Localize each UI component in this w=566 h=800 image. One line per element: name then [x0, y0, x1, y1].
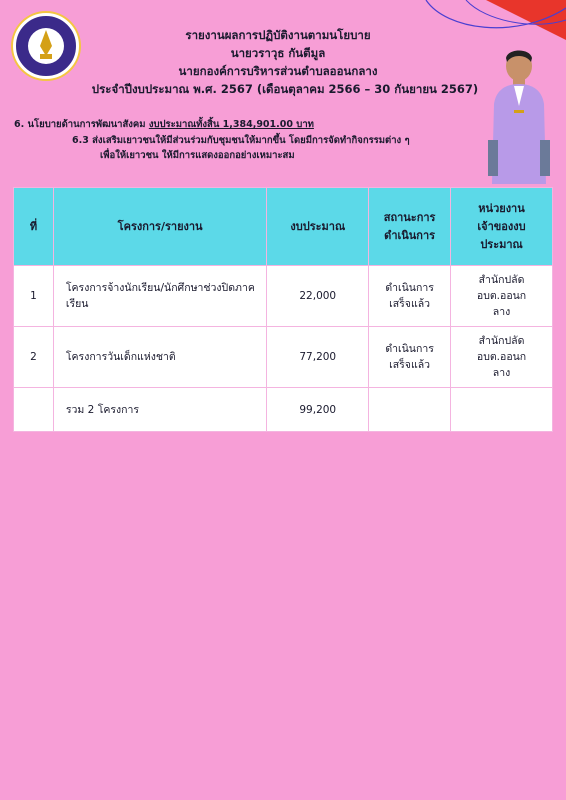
header-budget: งบประมาณ: [267, 188, 369, 266]
row-project: โครงการจ้างนักเรียน/นักศึกษาช่วงปิดภาคเรียน: [53, 266, 266, 327]
table-row: [14, 327, 553, 388]
total-no: [14, 388, 54, 432]
header-project: โครงการ/รายงาน: [53, 188, 266, 266]
policy-line: [14, 117, 314, 132]
table-header-row: [14, 188, 553, 266]
total-unit: [451, 388, 553, 432]
subpolicy-line1: 6.3 ส่งเสริมเยาวชนให้มีส่วนร่วมกับชุมชนให้มากขึ้น โดยมีการจัดทำกิจกรรมต่าง ๆ: [72, 135, 410, 146]
row-budget: 22,000: [267, 266, 369, 327]
policy-budget: งบประมาณทั้งสิ้น 1,384,901.00 บาท: [148, 119, 314, 130]
total-label: รวม 2 โครงการ: [53, 388, 266, 432]
header-unit: หน่วยงานเจ้าของงบประมาณ: [451, 188, 553, 266]
header-no: ที่: [14, 188, 54, 266]
policy-prefix: 6. นโยบายด้านการพัฒนาสังคม: [14, 119, 149, 130]
row-no: 2: [14, 327, 54, 388]
report-header: [80, 26, 479, 98]
projects-table: [13, 187, 553, 432]
total-status: [369, 388, 451, 432]
mayor-position: นายกองค์การบริหารส่วนตำบลออนกลาง: [178, 64, 378, 78]
fiscal-year: ประจำปีงบประมาณ พ.ศ. 2567 (เดือนตุลาคม 2566 – 30 กันยายน 2567): [91, 82, 479, 96]
row-status: ดำเนินการเสร็จแล้ว: [369, 327, 451, 388]
header-status: สถานะการดำเนินการ: [369, 188, 451, 266]
row-no: 1: [14, 266, 54, 327]
table-total-row: [14, 388, 553, 432]
row-unit: สำนักปลัดอบต.ออนกลาง: [451, 327, 553, 388]
mayor-portrait: [484, 44, 554, 184]
table-row: [14, 266, 553, 327]
subpolicy: [72, 133, 472, 163]
mayor-name: นายวราวุธ กันตีมูล: [230, 46, 326, 60]
report-title: รายงานผลการปฏิบัติงานตามนโยบาย: [185, 28, 371, 42]
subpolicy-line2: เพื่อให้เยาวชน ให้มีการแสดงออกอย่างเหมาะสม: [100, 150, 295, 161]
total-budget: 99,200: [267, 388, 369, 432]
organization-logo: [13, 13, 79, 79]
row-status: ดำเนินการเสร็จแล้ว: [369, 266, 451, 327]
row-unit: สำนักปลัดอบต.ออนกลาง: [451, 266, 553, 327]
row-project: โครงการวันเด็กแห่งชาติ: [53, 327, 266, 388]
row-budget: 77,200: [267, 327, 369, 388]
